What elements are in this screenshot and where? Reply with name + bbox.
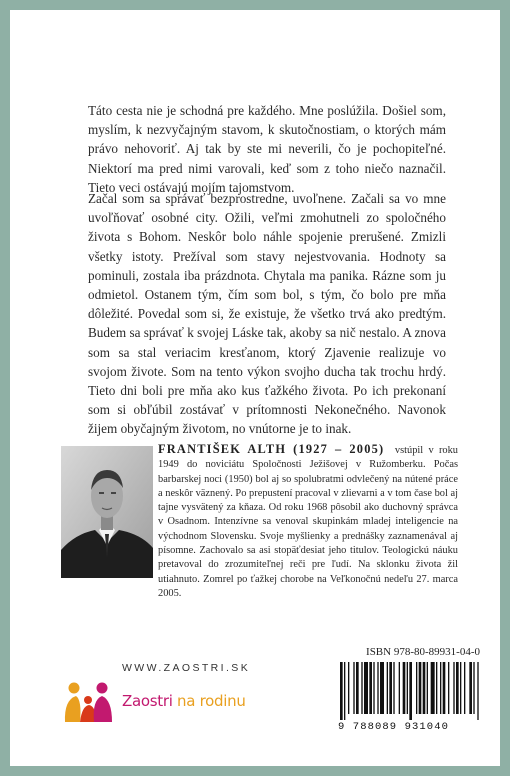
barcode-bar: [340, 662, 343, 720]
publisher-website: WWW.ZAOSTRI.SK: [122, 662, 251, 674]
barcode-bar: [431, 662, 435, 714]
barcode-bar: [453, 662, 454, 714]
barcode-bar: [477, 662, 478, 720]
family-logo-icon: [62, 678, 114, 724]
barcode-bar: [373, 662, 374, 714]
barcode-bar: [389, 662, 392, 714]
barcode-bar: [473, 662, 474, 714]
isbn-barcode: [340, 662, 480, 720]
barcode-bar: [344, 662, 345, 720]
barcode-bar: [409, 662, 412, 720]
logo-word-na-rodinu: na rodinu: [177, 692, 246, 710]
barcode-bar: [377, 662, 378, 714]
barcode-bar: [443, 662, 446, 714]
barcode-bar: [427, 662, 428, 714]
barcode-bar: [464, 662, 465, 714]
back-cover: [10, 10, 500, 766]
barcode-bar: [419, 662, 422, 714]
barcode-digits: 9 788089 931040: [338, 721, 450, 733]
barcode-bar: [353, 662, 354, 714]
body-paragraph-2: Začal som sa správať bezprostredne, uvoľnene. Začali sa vo mne uvoľňovať osobné city. Ožili, veľmi zmohutneli zo spoločného života s Bohom. Neskôr bolo náhle spojenie prerušené. Zmizli všetky istoty. Prežíval som stavy nejestvovania. Hodnoty sa pominuli, zostala iba prázdnota. Chytala ma panika. Rázne som ju odmietol. Ostanem tým, čím som bol, s tým, čo bolo pre mňa dôležité. Povedal som si, že existuje, že všetko trvá ako predtým. Budem sa správať k svojej Láske tak, akoby sa nič nestalo. A znova som sa stal veriacim kresťanom, ktorý Zjavenie realizuje vo svojom živote. Som na tento výkon svojho ducha tak trochu hrdý. Tieto dni boli pre mňa ako kus ťažkého života. Po ich prekonaní som si obľúbil zostávať v prítomnosti Nekonečného. Navonok žijem obyčajným životom, no vnútorne je to inak.: [88, 191, 446, 437]
barcode-bar: [369, 662, 372, 714]
barcode-bar: [380, 662, 384, 714]
barcode-bar: [416, 662, 417, 714]
barcode-bar: [399, 662, 400, 714]
body-paragraph-1: Táto cesta nie je schodná pre každého. Mne poslúžila. Došiel som, myslím, k nezvyčajným stavom, k skutočnostiam, o ktorých mám právo nehovoriť. Aj tak by ste mi neverili, čo je pochopiteľné. Niektorí ma pred nimi varovali, keď som z toho niečo naznačil. Tieto veci ostávajú mojím tajomstvom.: [88, 103, 446, 195]
author-bio-text: vstúpil v roku 1949 do noviciátu Spoločnosti Ježišovej v Ružomberku. Počas barbarskej noci (1950) bol aj so spolubratmi odvlečený na nútené práce a neskôr väznený. Po prepustení pracoval v zlievarni a v tom čase bol aj tajne vysvätený za kňaza. Od roku 1968 pôsobil ako duchovný správca v Osadnom. Intenzívne sa venoval skupinkám mladej inteligencie na východnom Slovensku. Svoje myšlienky a prednášky zaznamenával aj písomne. Zachovalo sa asi stopäťdesiat jeho titulov. Teologickú náuku pretavoval do zrozumiteľnej reči pre ľudí. Na sklonku života žil utiahnuto. Zomrel po ťažkej chorobe na Veľkonočnú nedeľu 27. marca 2005.: [158, 445, 458, 599]
isbn-label: ISBN 978-80-89931-04-0: [366, 646, 480, 658]
barcode-bar: [460, 662, 461, 714]
author-name: FRANTIŠEK ALTH (1927 – 2005): [158, 442, 385, 456]
barcode-bar: [448, 662, 449, 714]
barcode-bar: [456, 662, 459, 714]
author-portrait-image: [61, 446, 153, 578]
barcode-bar: [469, 662, 472, 714]
barcode-bar: [393, 662, 394, 714]
barcode-bar: [364, 662, 368, 714]
publisher-logo-text: [122, 692, 246, 710]
barcode-bar: [361, 662, 362, 714]
barcode-bar: [436, 662, 437, 714]
author-bio: [158, 442, 458, 601]
barcode-bar: [348, 662, 349, 714]
logo-word-zaostri: Zaostri: [122, 692, 173, 710]
barcode-bar: [423, 662, 426, 714]
barcode-bar: [356, 662, 359, 714]
author-photo: [61, 446, 153, 578]
barcode-bar: [440, 662, 441, 714]
barcode-bar: [407, 662, 408, 714]
barcode-bar: [387, 662, 388, 714]
barcode-bar: [403, 662, 406, 714]
